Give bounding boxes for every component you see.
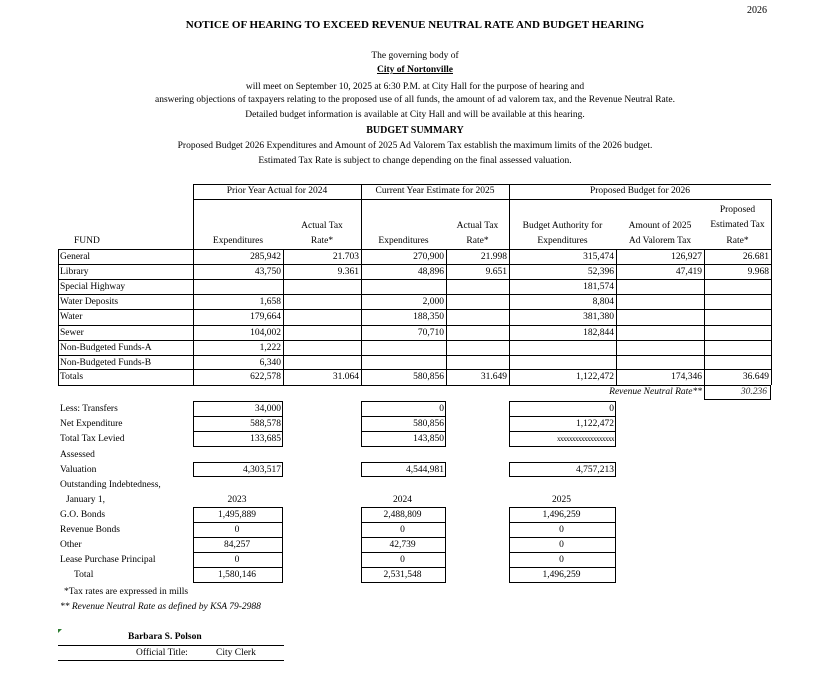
signer-name: Barbara S. Polson (128, 632, 202, 642)
lower-label: Other (60, 540, 82, 550)
fund-row-exp2024: 104,002 (250, 327, 281, 338)
lower-value: 0 (439, 404, 444, 414)
fund-row-exp2025: 70,710 (417, 327, 444, 338)
totals-exp2025: 580,856 (413, 372, 444, 382)
lower-value: 0 (234, 555, 240, 565)
header-fund: FUND (74, 236, 100, 246)
lower-value: 0 (400, 555, 405, 565)
fund-row-rate2024: 9.361 (337, 267, 359, 278)
lower-value: 133,685 (250, 434, 281, 444)
fund-row-exp2025: 270,900 (413, 252, 444, 262)
official-title-value: City Clerk (216, 648, 256, 658)
rnr-label: Revenue Neutral Rate** (609, 387, 702, 397)
fund-row-rate2025: 9.651 (485, 267, 507, 278)
fund-row-exp2024: 1,658 (259, 297, 281, 308)
fund-row-exp2024: 179,664 (250, 312, 281, 323)
header-est-rate-c: Rate* (726, 236, 749, 246)
lower-value: 0 (559, 525, 564, 535)
fund-row-auth: 182,844 (583, 327, 614, 338)
fund-row-fund: Non-Budgeted Funds-B (60, 357, 152, 368)
lower-label: Lease Purchase Principal (60, 555, 156, 565)
header-authority-a: Budget Authority for (522, 221, 603, 231)
lower-label: Net Expenditure (60, 419, 123, 429)
fund-row-exp2024: 43,750 (254, 267, 281, 278)
header-rate-2024-b: Rate* (310, 236, 334, 246)
fund-row-auth: 181,574 (583, 282, 614, 293)
lower-value: 42,739 (389, 540, 416, 550)
header-rate-2024-a: Actual Tax (301, 221, 343, 231)
lower-label: Less: Transfers (60, 404, 118, 414)
lower-value: 4,303,517 (243, 465, 281, 475)
lower-label: Outstanding Indebtedness, (60, 480, 161, 490)
header-est-rate-b: Estimated Tax (710, 220, 765, 230)
fund-row-fund: General (60, 252, 91, 262)
lower-value: 0 (234, 525, 240, 535)
year-corner: 2026 (747, 5, 767, 16)
lower-value: 2025 (552, 495, 571, 505)
fund-row-auth: 315,474 (583, 252, 614, 262)
fund-row-auth: 381,380 (583, 312, 614, 323)
lower-value: 588,578 (250, 419, 281, 429)
group-prior-year: Prior Year Actual for 2024 (226, 186, 328, 196)
totals-fund: Totals (60, 372, 84, 382)
group-proposed: Proposed Budget for 2026 (589, 186, 690, 196)
lower-value: 34,000 (254, 404, 281, 414)
intro-line-5: Detailed budget information is available at City Hall and will be available at this hearing. (245, 110, 585, 120)
header-rate-2025-b: Rate* (466, 236, 489, 246)
footnote-mills: *Tax rates are expressed in mills (64, 587, 189, 597)
intro-line-4: answering objections of taxpayers relating to the proposed use of all funds, the amount of ad valorem tax, and the Revenue Neutral Rate. (155, 95, 675, 105)
fund-row-fund: Sewer (60, 327, 84, 338)
lower-value: xxxxxxxxxxxxxxxxxxx (557, 435, 614, 443)
fund-row-fund: Water Deposits (60, 297, 119, 308)
fund-row-est: 9.968 (747, 267, 769, 278)
official-title-label: Official Title: (136, 648, 188, 658)
lower-value: 0 (400, 525, 405, 535)
lower-value: 0 (559, 555, 564, 565)
totals-rate2025: 31.649 (480, 372, 507, 382)
fund-row-adv: 126,927 (671, 252, 702, 262)
lower-value: 2,488,809 (383, 510, 422, 520)
notice-title: NOTICE OF HEARING TO EXCEED REVENUE NEUTRAL RATE AND BUDGET HEARING (185, 19, 645, 31)
lower-value: 2,531,548 (383, 570, 422, 580)
fund-row-exp2025: 48,896 (417, 267, 444, 278)
totals-exp2024: 622,578 (250, 372, 281, 382)
fund-row-auth: 8,804 (592, 297, 614, 308)
header-exp-2024: Expenditures (212, 236, 264, 246)
lower-value: 4,544,981 (406, 465, 444, 475)
totals-rate2024: 31.064 (332, 372, 359, 382)
header-ad-valorem-b: Ad Valorem Tax (628, 236, 692, 246)
lower-value: 143,850 (413, 434, 444, 444)
rnr-value: 30.236 (740, 387, 767, 397)
fund-row-exp2025: 2,000 (422, 297, 444, 308)
lower-value: 1,122,472 (576, 419, 614, 429)
lower-label: G.O. Bonds (60, 510, 106, 520)
intro-line-3: will meet on September 10, 2025 at 6:30 P.M. at City Hall for the purpose of hearing and (245, 82, 585, 92)
fund-row-fund: Non-Budgeted Funds-A (60, 342, 152, 353)
header-est-rate-a: Proposed (719, 205, 756, 215)
lower-value: 2024 (393, 495, 412, 505)
fund-row-exp2024: 6,340 (259, 357, 281, 368)
fund-row-auth: 52,396 (587, 267, 614, 278)
header-ad-valorem-a: Amount of 2025 (628, 221, 692, 231)
fund-row-exp2024: 1,222 (259, 342, 281, 353)
footnote-rnr: ** Revenue Neutral Rate as defined by KSA 79-2988 (60, 602, 261, 612)
lower-value: 1,580,146 (218, 570, 256, 580)
fund-row-fund: Library (60, 267, 89, 278)
lower-label: Total (74, 570, 94, 580)
lower-label: January 1, (66, 495, 106, 505)
totals-auth: 1,122,472 (576, 372, 614, 382)
lower-value: 1,495,889 (218, 510, 256, 520)
lower-label: Revenue Bonds (60, 525, 120, 535)
header-exp-2025: Expenditures (378, 236, 429, 246)
fund-row-fund: Special Highway (60, 282, 126, 293)
fund-row-rate2025: 21.998 (480, 252, 507, 262)
lower-value: 580,856 (413, 419, 444, 429)
totals-est: 36.649 (742, 372, 769, 382)
budget-summary-title: BUDGET SUMMARY (366, 125, 464, 136)
city-name: City of Nortonville (377, 65, 453, 75)
lower-value: 0 (609, 404, 614, 414)
fund-row-exp2025: 188,350 (413, 312, 444, 323)
summary-line-2: Estimated Tax Rate is subject to change depending on the final assessed valuation. (258, 156, 572, 166)
lower-value: 4,757,213 (576, 465, 614, 475)
header-rate-2025-a: Actual Tax (456, 221, 499, 231)
lower-label: Total Tax Levied (60, 434, 125, 444)
lower-value: 1,496,259 (542, 510, 581, 520)
group-current-year: Current Year Estimate for 2025 (375, 186, 495, 196)
summary-line-1: Proposed Budget 2026 Expenditures and Amount of 2025 Ad Valorem Tax establish the maximum limits of the 2026 budget. (177, 141, 653, 151)
fund-row-est: 26.681 (742, 252, 769, 262)
totals-adv: 174,346 (671, 372, 702, 382)
lower-value: 2023 (227, 495, 247, 505)
lower-label: Valuation (60, 465, 97, 475)
header-authority-b: Expenditures (537, 236, 588, 246)
fund-row-exp2024: 285,942 (250, 252, 281, 262)
intro-line-1: The governing body of (371, 51, 459, 61)
lower-value: 84,257 (223, 540, 251, 550)
fund-row-adv: 47,419 (675, 267, 702, 278)
lower-value: 0 (559, 540, 564, 550)
lower-value: 1,496,259 (542, 570, 581, 580)
fund-row-fund: Water (60, 312, 83, 323)
lower-label: Assessed (60, 450, 95, 460)
fund-row-rate2024: 21.703 (332, 252, 359, 262)
